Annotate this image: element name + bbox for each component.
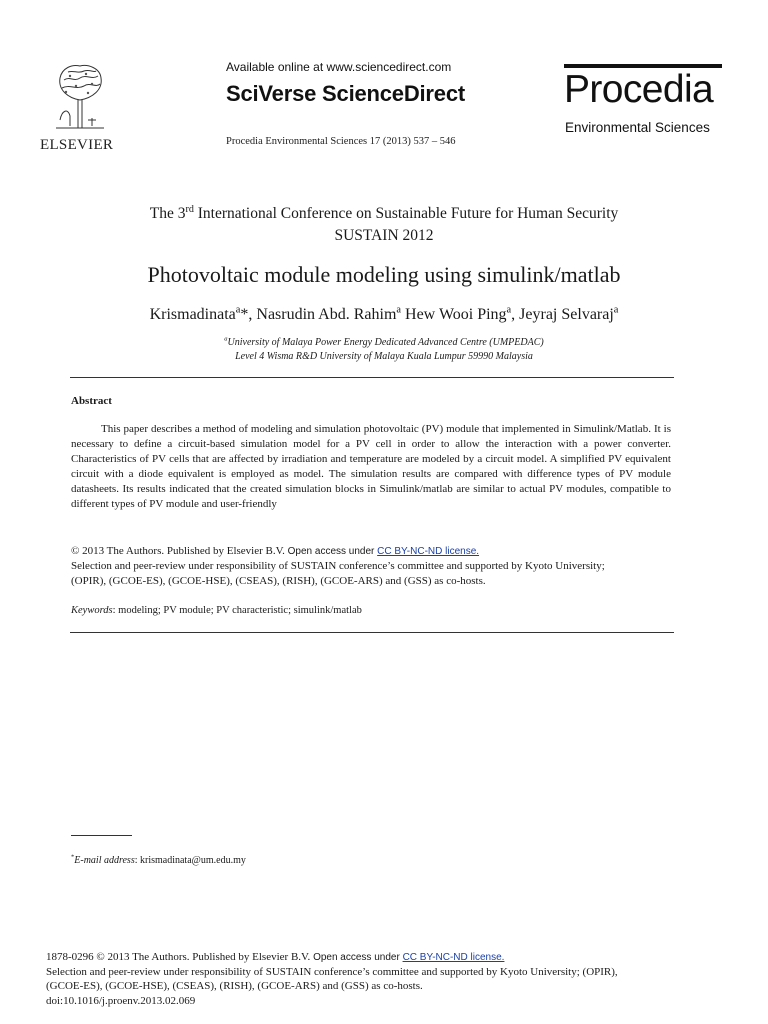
keywords-label: Keywords xyxy=(71,605,113,616)
conference-name: The 3rd International Conference on Sustainable Future for Human Security xyxy=(149,203,619,222)
page-footer: 1878-0296 © 2013 The Authors. Published by Elsevier B.V. Open access under CC BY-NC-ND license. Selection and peer-review under responsibility of SUSTAIN conference’s committee and supported by Kyoto University; (OPIR), (GCOE-ES), (GCOE-HSE), (CSEAS), (RISH), (GCOE-ARS) and (GSS) as co-hosts. doi:10.1016/j.proenv.2013.02.069 xyxy=(46,950,706,1008)
author-name: Nasrudin Abd. Rahim xyxy=(256,306,397,323)
procedia-subtitle: Environmental Sciences xyxy=(565,120,710,135)
author-list: Krismadinata$^a$*, Nasrudin Abd. Rahim$^a$ Hew Wooi Ping$^a$, Jeyraj Selvaraj$^a$ xyxy=(149,304,619,323)
divider-bottom xyxy=(70,632,674,633)
paper-title: Photovoltaic module modeling using simulink/matlab xyxy=(147,262,621,287)
elsevier-tree-icon xyxy=(50,60,110,130)
sciencedirect-link[interactable]: www.sciencedirect.com xyxy=(326,60,452,74)
footer-license-link[interactable]: CC BY-NC-ND license. xyxy=(402,952,505,963)
publisher-name: ELSEVIER xyxy=(40,137,114,153)
footnote-email: *E-mail address: krismadinata@um.edu.my xyxy=(71,853,246,866)
platform-name: SciVerse ScienceDirect xyxy=(226,81,465,106)
divider-top xyxy=(70,377,674,378)
affiliation-address: Level 4 Wisma R&D University of Malaya Kuala Lumpur 59990 Malaysia xyxy=(235,351,533,362)
availability-prefix: Available online at xyxy=(226,60,327,74)
doi[interactable]: doi:10.1016/j.proenv.2013.02.069 xyxy=(46,994,196,1007)
conference-acronym: SUSTAIN 2012 xyxy=(334,227,434,244)
availability-line xyxy=(226,60,451,74)
author-name: Krismadinata xyxy=(149,306,236,323)
elsevier-logo xyxy=(40,60,126,154)
license-link[interactable]: CC BY-NC-ND license. xyxy=(377,546,480,557)
affiliation-line: $^a$University of Malaya Power Energy Dedicated Advanced Centre (UMPEDAC) xyxy=(224,335,544,348)
footnote-rule xyxy=(71,835,132,836)
procedia-logo: Procedia xyxy=(564,68,714,111)
abstract-body: This paper describes a method of modeling and simulation photovoltaic (PV) module that implemented in Simulink/Matlab. It is necessary to define a circuit-based simulation model for a PV cell in order to allow the interaction with a power converter. Characteristics of PV cells that are affected by irradiation and temperature are modeled by a circuit model. A simplified PV equivalent circuit with a diode equivalent is employed as model. The simulation results are compared with difference types of PV module datasheets. Its results indicated that the created simulation blocks in Simulink/matlab are similar to actual PV modules, compatible to different types of PV module and user-friendly xyxy=(71,423,671,510)
journal-reference: Procedia Environmental Sciences 17 (2013) 537 – 546 xyxy=(226,136,456,147)
copyright-notice: © 2013 The Authors. Published by Elsevier B.V. Open access under CC BY-NC-ND license. Selection and peer-review under responsibility of SUSTAIN conference’s committee and supported by Kyoto University; (OPIR), (GCOE-ES), (GCOE-HSE), (CSEAS), (RISH), (GCOE-ARS) and (GSS) as co-hosts. xyxy=(71,545,605,587)
author-name: Hew Wooi Ping xyxy=(405,306,507,323)
keywords: Keywords: modeling; PV module; PV characteristic; simulink/matlab xyxy=(71,605,362,616)
abstract-heading: Abstract xyxy=(71,395,112,407)
author-name: Jeyraj Selvaraj xyxy=(519,306,614,323)
